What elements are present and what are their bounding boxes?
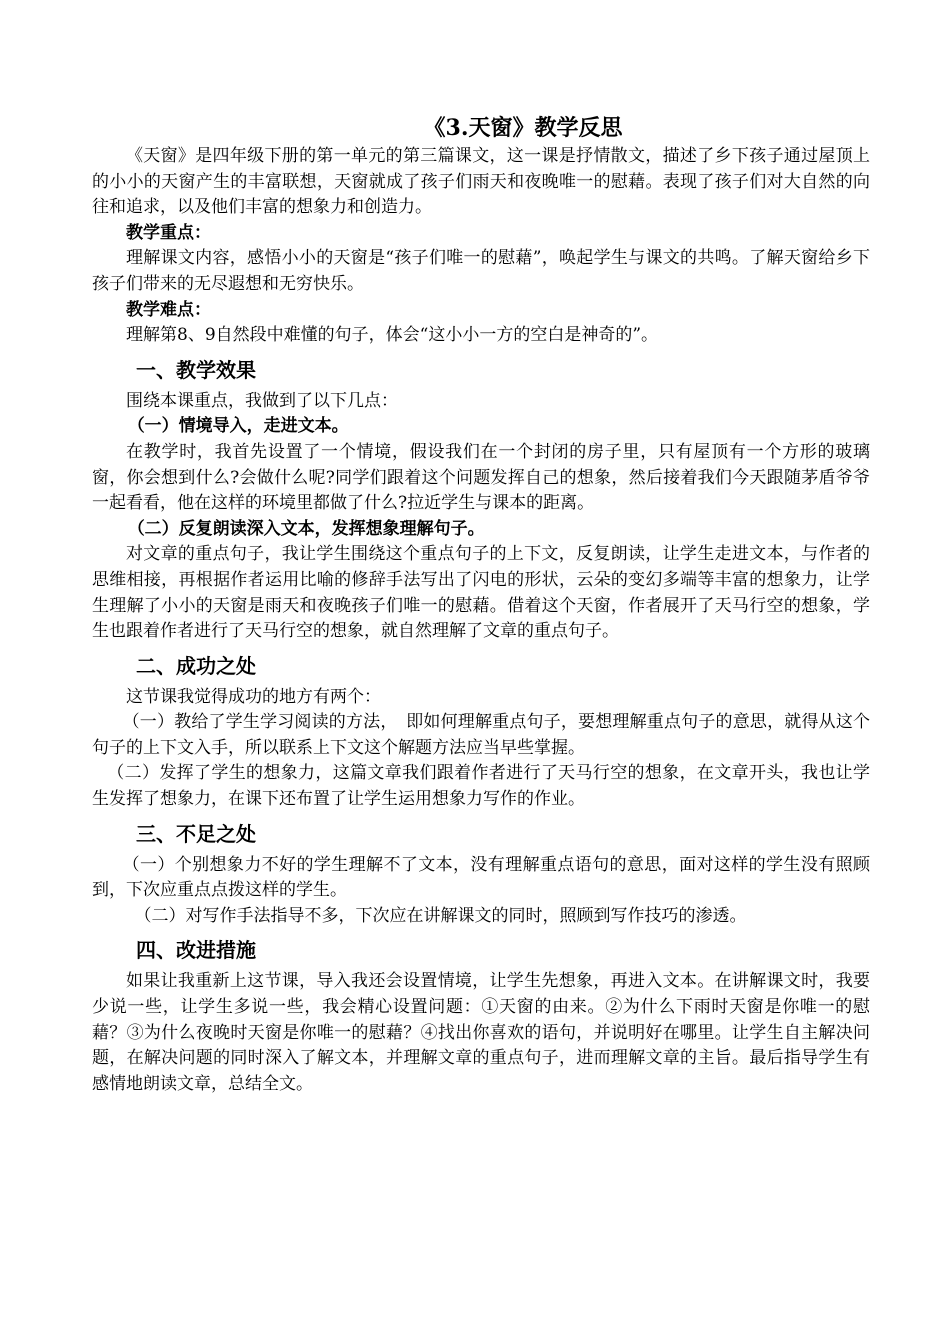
difficult-point-text: 理解第8、9自然段中难懂的句子，体会“这小小一方的空白是神奇的”。	[126, 325, 659, 346]
success-item-1: （一）教给了学生学习阅读的方法， 即如何理解重点句子，要想理解重点句子的意思，就得从这个句子的上下文入手，所以联系上下文这个解题方法应当早些掌握。	[92, 712, 870, 758]
key-point-text: 理解课文内容，感悟小小的天窗是“孩子们唯一的慰藉”，唤起学生与课文的共鸣。了解天窗给乡下孩子们带来的无尽遐想和无穷快乐。	[92, 248, 870, 294]
difficult-point-heading: 教学难点：	[126, 299, 211, 320]
effect-sub1-heading: （一）情境导入，走进文本。	[127, 416, 349, 437]
shortcoming-item-2: （二）对写作手法指导不多，下次应在讲解课文的同时，照顾到写作技巧的渗透。	[134, 905, 747, 926]
effect-sub1-text: 在教学时，我首先设置了一个情境，假设我们在一个封闭的房子里，只有屋顶有一个方形的玻璃窗，你会想到什么?会做什么呢?同学们跟着这个问题发挥自己的想象，然后接着我们今天跟随茅盾爷爷一起看看，他在这样的环境里都做了什么?拉近学生与课本的距离。	[92, 441, 870, 514]
section-heading-improvements: 四、改进措施	[136, 938, 256, 963]
success-item-2: （二）发挥了学生的想象力，这篇文章我们跟着作者进行了天马行空的想象，在文章开头，我也让学生发挥了想象力，在课下还布置了让学生运用想象力写作的作业。	[92, 763, 870, 810]
section-heading-effect: 一、教学效果	[136, 357, 256, 382]
intro-paragraph: 《天窗》是四年级下册的第一单元的第三篇课文，这一课是抒情散文，描述了乡下孩子通过屋顶上的小小的天窗产生的丰富联想，天窗就成了孩子们雨天和夜晚唯一的慰藉。表现了孩子们对大自然的向往和追求，以及他们丰富的想象力和创造力。	[92, 146, 870, 218]
document-title: 《3.天窗》教学反思	[423, 115, 623, 141]
section-effect-lead: 围绕本课重点，我做到了以下几点：	[126, 390, 398, 411]
effect-sub2-heading: （二）反复朗读深入文本，发挥想象理解句子。	[127, 518, 485, 539]
section-heading-success: 二、成功之处	[136, 653, 256, 678]
shortcoming-item-1: （一）个别想象力不好的学生理解不了文本，没有理解重点语句的意思，面对这样的学生没有照顾到，下次应重点点拨这样的学生。	[92, 854, 870, 901]
section-heading-shortcomings: 三、不足之处	[136, 821, 256, 846]
key-point-heading: 教学重点：	[126, 222, 211, 243]
effect-sub2-text: 对文章的重点句子，我让学生围绕这个重点句子的上下文，反复朗读，让学生走进文本，与作者的思维相接，再根据作者运用比喻的修辞手法写出了闪电的形状，云朵的变幻多端等丰富的想象力，让学生理解了小小的天窗是雨天和夜晚孩子们唯一的慰藉。借着这个天窗，作者展开了天马行空的想象，学生也跟着作者进行了天马行空的想象，就自然理解了文章的重点句子。	[92, 544, 870, 642]
improvement-text: 如果让我重新上这节课，导入我还会设置情境，让学生先想象，再进入文本。在讲解课文时，我要少说一些，让学生多说一些，我会精心设置问题：①天窗的由来。②为什么下雨时天窗是你唯一的慰藉？③为什么夜晚时天窗是你唯一的慰藉？④找出你喜欢的语句，并说明好在哪里。让学生自主解决问题，在解决问题的同时深入了解文本，并理解文章的重点句子，进而理解文章的主旨。最后指导学生有感情地朗读文章，总结全文。	[92, 971, 870, 1094]
section-success-lead: 这节课我觉得成功的地方有两个：	[126, 686, 381, 707]
